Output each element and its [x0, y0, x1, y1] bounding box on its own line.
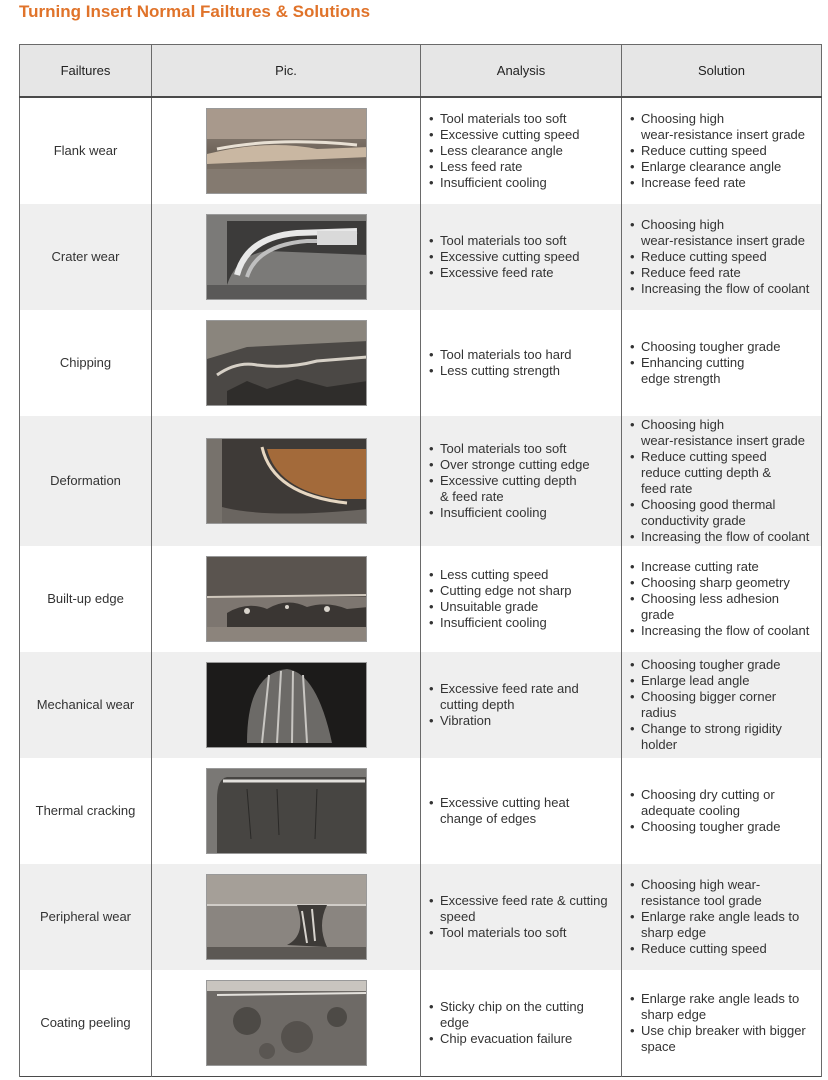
- solution-item-line: radius: [641, 704, 677, 720]
- solution-item: • Enlarge lead angle: [630, 673, 817, 689]
- peripheral-wear-photo: [206, 874, 367, 960]
- failure-pic-cell: [152, 546, 421, 652]
- solution-item: [630, 721, 817, 753]
- solution-item-line: Choosing high wear-: [641, 876, 761, 892]
- table-body: [20, 97, 822, 1077]
- solution-item-line: grade: [641, 606, 675, 622]
- analysis-item-line: Excessive feed rate and: [440, 680, 579, 696]
- built-up-edge-photo: [206, 556, 367, 642]
- analysis-item: [429, 681, 617, 713]
- solution-cell: [622, 310, 822, 416]
- flank-wear-photo: [206, 108, 367, 194]
- analysis-item: • Tool materials too soft: [429, 233, 617, 249]
- table-row: [20, 310, 822, 416]
- analysis-item-line: Excessive feed rate & cutting: [440, 892, 608, 908]
- solution-item-line: space: [641, 1038, 676, 1054]
- analysis-cell: [421, 310, 622, 416]
- analysis-item: • Tool materials too soft: [429, 111, 617, 127]
- table-row: [20, 970, 822, 1077]
- deformation-photo: [206, 438, 367, 524]
- chipping-photo: [206, 320, 367, 406]
- solution-item: [630, 111, 817, 143]
- solution-item: [630, 449, 817, 497]
- solution-item-line: reduce cutting depth &: [641, 464, 772, 480]
- table-row: [20, 864, 822, 970]
- solution-item: [630, 909, 817, 941]
- header-pic: Pic.: [152, 45, 421, 97]
- solution-item-line: resistance tool grade: [641, 892, 762, 908]
- mechanical-wear-photo: [206, 662, 367, 748]
- solution-item-line: Choosing high: [641, 216, 725, 232]
- analysis-item: [429, 473, 617, 505]
- table-row: [20, 758, 822, 864]
- solution-cell: [622, 204, 822, 310]
- solution-list: [630, 417, 817, 545]
- analysis-item-line: edge: [440, 1014, 469, 1030]
- analysis-item: • Over stronge cutting edge: [429, 457, 617, 473]
- analysis-item-line: speed: [440, 908, 476, 924]
- solution-item: [630, 417, 817, 449]
- solution-item-line: wear-resistance insert grade: [641, 126, 806, 142]
- solution-item-line: sharp edge: [641, 924, 707, 940]
- table-row: [20, 546, 822, 652]
- solution-item: • Increasing the flow of coolant: [630, 281, 817, 297]
- solution-item-line: Choosing less adhesion: [641, 590, 780, 606]
- analysis-item: • Excessive cutting speed: [429, 249, 617, 265]
- solution-item-line: feed rate: [641, 480, 693, 496]
- solution-item: [630, 355, 817, 387]
- solution-cell: [622, 416, 822, 546]
- solution-cell: [622, 970, 822, 1077]
- analysis-item: • Insufficient cooling: [429, 615, 617, 631]
- solution-list: [630, 559, 817, 639]
- solution-item-line: sharp edge: [641, 1006, 707, 1022]
- solution-item-line: Enlarge rake angle leads to: [641, 908, 800, 924]
- analysis-item-line: Excessive cutting heat: [440, 794, 570, 810]
- analysis-cell: [421, 416, 622, 546]
- analysis-item-line: & feed rate: [440, 488, 504, 504]
- solution-item: • Choosing tougher grade: [630, 657, 817, 673]
- solution-cell: [622, 546, 822, 652]
- solution-item: • Enlarge clearance angle: [630, 159, 817, 175]
- solution-item: • Reduce cutting speed: [630, 143, 817, 159]
- solution-item-line: adequate cooling: [641, 802, 741, 818]
- solution-item-line: conductivity grade: [641, 512, 746, 528]
- failure-pic-cell: [152, 204, 421, 310]
- solution-list: [630, 991, 817, 1055]
- failure-name: Deformation: [20, 416, 152, 546]
- analysis-item: • Insufficient cooling: [429, 505, 617, 521]
- solution-item-line: holder: [641, 736, 678, 752]
- solution-item: [630, 591, 817, 623]
- table-header-row: [20, 45, 822, 97]
- analysis-item: • Insufficient cooling: [429, 175, 617, 191]
- thermal-cracking-photo: [206, 768, 367, 854]
- analysis-list: [429, 795, 617, 827]
- solution-item-line: Use chip breaker with bigger: [641, 1022, 806, 1038]
- solution-item: [630, 217, 817, 249]
- failure-name: Peripheral wear: [20, 864, 152, 970]
- table-row: [20, 204, 822, 310]
- solution-item-line: Choosing dry cutting or: [641, 786, 775, 802]
- analysis-list: [429, 441, 617, 521]
- failure-table: [19, 44, 822, 1077]
- solution-list: [630, 787, 817, 835]
- solution-item: • Reduce cutting speed: [630, 249, 817, 265]
- analysis-list: [429, 233, 617, 281]
- solution-item-line: wear-resistance insert grade: [641, 432, 806, 448]
- analysis-list: [429, 893, 617, 941]
- header-failtures: Failtures: [20, 45, 152, 97]
- table-row: [20, 97, 822, 204]
- solution-item: [630, 497, 817, 529]
- analysis-item: • Less clearance angle: [429, 143, 617, 159]
- analysis-item: • Tool materials too soft: [429, 441, 617, 457]
- solution-list: [630, 217, 817, 297]
- analysis-item: [429, 999, 617, 1031]
- solution-item: • Increasing the flow of coolant: [630, 623, 817, 639]
- analysis-list: [429, 111, 617, 191]
- failure-pic-cell: [152, 864, 421, 970]
- solution-item-line: Choosing high: [641, 416, 725, 432]
- analysis-cell: [421, 970, 622, 1077]
- solution-item-line: Choosing high: [641, 110, 725, 126]
- solution-item: [630, 877, 817, 909]
- solution-item: • Increase cutting rate: [630, 559, 817, 575]
- solution-item: [630, 991, 817, 1023]
- solution-list: [630, 877, 817, 957]
- failure-name: Mechanical wear: [20, 652, 152, 758]
- failure-pic-cell: [152, 758, 421, 864]
- analysis-cell: [421, 204, 622, 310]
- solution-cell: [622, 758, 822, 864]
- analysis-item: • Excessive cutting speed: [429, 127, 617, 143]
- coating-peeling-photo: [206, 980, 367, 1066]
- analysis-cell: [421, 546, 622, 652]
- solution-item: • Reduce cutting speed: [630, 941, 817, 957]
- failure-pic-cell: [152, 310, 421, 416]
- analysis-item-line: Excessive cutting depth: [440, 472, 577, 488]
- analysis-item: • Tool materials too soft: [429, 925, 617, 941]
- solution-item-line: Choosing good thermal: [641, 496, 776, 512]
- analysis-cell: [421, 864, 622, 970]
- page-title: Turning Insert Normal Failtures & Solutions: [19, 2, 371, 21]
- solution-item-line: Enlarge rake angle leads to: [641, 990, 800, 1006]
- analysis-item: • Cutting edge not sharp: [429, 583, 617, 599]
- analysis-item: • Tool materials too hard: [429, 347, 617, 363]
- solution-cell: [622, 97, 822, 204]
- analysis-item: • Vibration: [429, 713, 617, 729]
- analysis-item: • Excessive feed rate: [429, 265, 617, 281]
- analysis-item-line: cutting depth: [440, 696, 515, 712]
- solution-cell: [622, 652, 822, 758]
- analysis-list: [429, 681, 617, 729]
- analysis-item: • Less feed rate: [429, 159, 617, 175]
- failure-pic-cell: [152, 416, 421, 546]
- solution-item-line: Reduce cutting speed: [641, 448, 767, 464]
- failure-name: Thermal cracking: [20, 758, 152, 864]
- analysis-item: [429, 893, 617, 925]
- crater-wear-photo: [206, 214, 367, 300]
- solution-item-line: Enhancing cutting: [641, 354, 745, 370]
- analysis-item: • Less cutting strength: [429, 363, 617, 379]
- solution-item: • Increase feed rate: [630, 175, 817, 191]
- failure-name: Built-up edge: [20, 546, 152, 652]
- solution-cell: [622, 864, 822, 970]
- analysis-list: [429, 567, 617, 631]
- table-row: [20, 652, 822, 758]
- header-analysis: Analysis: [421, 45, 622, 97]
- solution-item: [630, 787, 817, 819]
- failure-name: Flank wear: [20, 97, 152, 204]
- analysis-item-line: Sticky chip on the cutting: [440, 998, 584, 1014]
- solution-list: [630, 657, 817, 753]
- analysis-item: • Less cutting speed: [429, 567, 617, 583]
- solution-item: [630, 1023, 817, 1055]
- analysis-cell: [421, 758, 622, 864]
- failure-pic-cell: [152, 97, 421, 204]
- solution-item-line: edge strength: [641, 370, 721, 386]
- solution-item: • Choosing sharp geometry: [630, 575, 817, 591]
- analysis-item: • Unsuitable grade: [429, 599, 617, 615]
- solution-item: • Increasing the flow of coolant: [630, 529, 817, 545]
- analysis-cell: [421, 652, 622, 758]
- failure-pic-cell: [152, 970, 421, 1077]
- solution-item-line: wear-resistance insert grade: [641, 232, 806, 248]
- solution-list: [630, 339, 817, 387]
- solution-item: • Reduce feed rate: [630, 265, 817, 281]
- analysis-list: [429, 347, 617, 379]
- table-row: [20, 416, 822, 546]
- failure-name: Coating peeling: [20, 970, 152, 1077]
- solution-item: • Choosing tougher grade: [630, 819, 817, 835]
- failure-name: Crater wear: [20, 204, 152, 310]
- analysis-item: [429, 795, 617, 827]
- analysis-item-line: change of edges: [440, 810, 537, 826]
- analysis-cell: [421, 97, 622, 204]
- solution-item-line: Choosing bigger corner: [641, 688, 777, 704]
- solution-list: [630, 111, 817, 191]
- failure-name: Chipping: [20, 310, 152, 416]
- header-solution: Solution: [622, 45, 822, 97]
- analysis-item: • Chip evacuation failure: [429, 1031, 617, 1047]
- analysis-list: [429, 999, 617, 1047]
- solution-item-line: Change to strong rigidity: [641, 720, 782, 736]
- solution-item: [630, 689, 817, 721]
- failure-pic-cell: [152, 652, 421, 758]
- solution-item: • Choosing tougher grade: [630, 339, 817, 355]
